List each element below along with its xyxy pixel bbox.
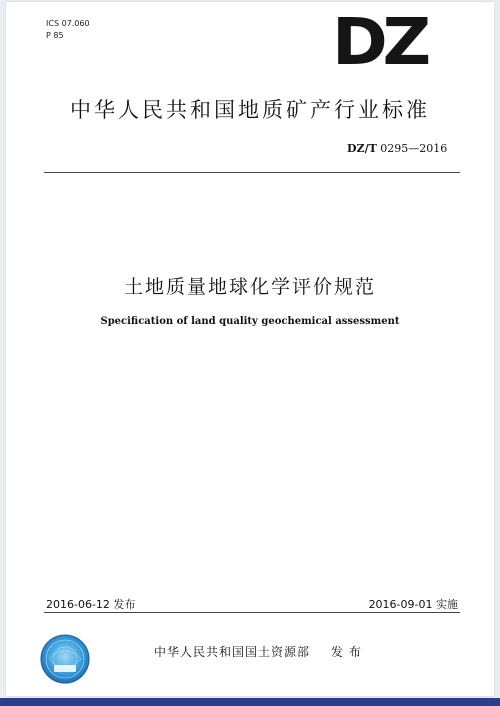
publisher-verb: 发布 [330, 645, 367, 659]
issue-date: 2016-06-12 发布 [46, 598, 136, 611]
document-title: 土地质量地球化学评价规范 [123, 276, 376, 298]
footer-divider [44, 612, 460, 613]
classification-codes [46, 18, 90, 42]
document-subtitle: Specification of land quality geochemical assessment [100, 316, 400, 327]
scan-bottom-strip [0, 698, 500, 706]
anti-counterfeit-seal-icon [40, 634, 90, 684]
publisher-name: 中华人民共和国国土资源部 [154, 645, 311, 659]
effective-date: 2016-09-01 实施 [368, 598, 458, 611]
publisher [154, 643, 367, 660]
industry-standard-title: 中华人民共和国地质矿产行业标准 [70, 98, 430, 122]
document-page [6, 2, 494, 696]
ccs-code: P 85 [46, 31, 64, 40]
ics-code: ICS 07.060 [46, 19, 90, 28]
standard-code: 0295—2016 [380, 142, 448, 155]
header-divider [44, 172, 460, 173]
standard-prefix: DZ/T [347, 142, 377, 155]
standard-number [347, 142, 447, 155]
dz-logo: DZ [332, 6, 427, 80]
